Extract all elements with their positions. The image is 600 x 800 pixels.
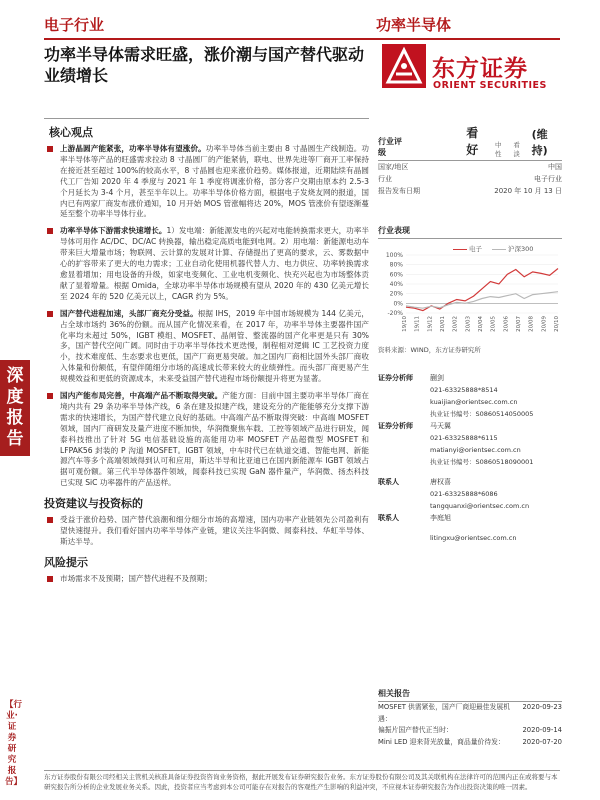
rating-maintain: (维持) — [531, 128, 548, 157]
x-tick-label: 20/03 — [465, 316, 472, 332]
analyst-phone: 021-63325888*6115 — [430, 434, 498, 442]
y-tick-label: 60% — [389, 271, 403, 279]
x-tick-label: 19/10 — [402, 316, 408, 332]
analyst-phone: 021-63325888*8514 — [430, 386, 498, 394]
related-report-date: 2020-07-20 — [522, 737, 562, 746]
info-key: 报告发布日期 — [378, 187, 420, 195]
header-divider — [44, 38, 560, 40]
analyst-row — [378, 372, 562, 384]
bullet-head: 国内产能布局完善，中高端产品不断取得突破。 — [60, 391, 223, 401]
info-value: 电子行业 — [534, 175, 562, 183]
invest-bullet — [44, 515, 369, 548]
core-views-title: 核心观点 — [49, 126, 93, 139]
right-column — [378, 124, 562, 544]
related-report-title: 偏振片国产替代正当时： — [378, 726, 453, 734]
contact-email[interactable]: tangquanxi@orientsec.com.cn — [430, 502, 530, 510]
bullet-body: 功率半导体当前主要由 8 寸晶圆生产线制造。功率半导体等产品的旺盛需求拉动 8 寸晶圆厂的产能紧俏，联电、世界先进等厂商开工率保持在接近甚至超过 100%的较高水平，8 寸晶圆也迎来涨价趋势。媒体报道，近期陆续有晶圆代工厂告知 2020 年 4 季度与 2021 年 1 季度将调涨价格，部分客户交期由原本约 2.5-3 个月延长为 3-4 个月，甚至半年以上。功率半导体价格方面，根据电子发烧友网的报道，国内已有两家厂商发布涨价通知，10 月开始 MOS 管涨幅将达 20%，MOS 管涨价有望逐渐蔓延至整个功率半导体行业。 — [60, 144, 369, 219]
x-tick-label: 20/04 — [478, 316, 484, 332]
x-tick-label: 20/01 — [440, 316, 446, 332]
core-bullet — [44, 144, 369, 220]
y-tick-label: 20% — [389, 290, 403, 298]
legend-item-hs300 — [492, 244, 533, 253]
rating-label: 行业评级 — [378, 137, 402, 157]
legend-label: 电子 — [469, 245, 482, 253]
x-tick-label: 20/08 — [528, 316, 535, 332]
invest-title: 投资建议与投资标的 — [44, 497, 143, 511]
contact-role: 联系人 — [378, 478, 399, 486]
analyst-name: 蒯剑 — [430, 374, 444, 382]
core-bullet — [44, 226, 369, 302]
logo-name: 东方证券 — [432, 56, 528, 82]
rating-neutral: 中性 — [495, 141, 502, 158]
x-tick-label: 20/09 — [541, 316, 548, 332]
contact-email[interactable]: litingxu@orientsec.com.cn — [430, 534, 517, 542]
series-line-electronics — [406, 269, 558, 311]
related-reports-title: 相关报告 — [378, 688, 562, 702]
bullet-marker — [47, 311, 53, 317]
y-tick-label: 40% — [389, 281, 403, 288]
related-report-item[interactable] — [378, 702, 562, 725]
analyst-license: 执业证书编号：S0860518090001 — [430, 458, 534, 466]
analyst-email[interactable]: kuaijian@orientsec.com.cn — [430, 398, 518, 406]
chart-svg — [378, 243, 562, 343]
report-type-label: 深度报告 — [6, 366, 24, 449]
y-tick-label: 80% — [389, 261, 403, 269]
series-line-hs300 — [406, 292, 558, 309]
bullet-head: 国产替代进程加速，头部厂商充分受益。 — [60, 308, 198, 318]
y-tick-label: 0% — [393, 300, 403, 308]
contact-name: 李庭旭 — [430, 514, 451, 522]
related-report-title: Mini LED 迎来背光放量，商品量价待发： — [378, 737, 505, 746]
analyst-email[interactable]: matianyi@orientsec.com.cn — [430, 446, 521, 454]
analyst-role: 证券分析师 — [378, 374, 413, 382]
rating-row — [378, 124, 562, 161]
rating-bearish: 看淡 — [513, 141, 520, 158]
report-category-note: 【行业·证券研究报告】 — [5, 700, 23, 787]
contact-role: 联系人 — [378, 514, 399, 522]
contact-phone: 021-63325888*6086 — [430, 490, 498, 498]
info-row — [378, 173, 562, 185]
report-title: 功率半导体需求旺盛，涨价潮与国产替代驱动业绩增长 — [44, 45, 365, 85]
legend-item-electronics — [453, 244, 482, 253]
info-value: 2020 年 10 月 13 日 — [494, 187, 562, 195]
related-reports-list — [378, 702, 562, 748]
analyst-block — [378, 372, 562, 544]
core-bullet — [44, 309, 369, 385]
related-report-item[interactable] — [378, 737, 562, 749]
risk-bullet — [44, 574, 369, 585]
y-tick-label: -20% — [387, 310, 403, 317]
info-key: 国家/地区 — [378, 163, 409, 171]
performance-title: 行业表现 — [378, 225, 562, 239]
main-column — [44, 124, 369, 585]
performance-chart — [378, 243, 562, 343]
related-report-date: 2020-09-23 — [522, 703, 562, 711]
info-key: 行业 — [378, 175, 392, 183]
related-report-title: MOSFET 供需紧张，国产厂商迎最佳发展机遇： — [378, 703, 510, 723]
footer-divider — [44, 770, 560, 771]
chart-source: 资料来源：WIND，东方证券研究所 — [378, 346, 481, 354]
bullet-body: 产能方面：目前中国主要功率半导体厂商在境内共有 29 条功率半导体产线，6 条在建及拟建产线，建设充分的产能能够充分支撑下游需求的快速增长，为国产替代建立良好的基础。中高端产品不断取得突破：中高端 MOSFET 领域，国内厂商研发及量产进度不断加快，华润微聚焦车载、工控等领域产品进行研发，闻泰科技推出了针对 5G 电信基础设施的高能用功率 MOSFET 产品超微型 MOSFET 和 LFPAK56 封装的 P 沟道 MOSFET。IGBT 领域，中车时代已在轨道交通、智能电网、新能源汽车等多个高端领域得到认可和应用，斯达半导和比亚迪已在国内新能源车 IGBT 领域占据可观份额。第三代半导体器件领域，闻泰科技已实现 GaN 器件量产，华润微、扬杰科技已实现 SiC 功率器件的产品送样。 — [60, 391, 369, 488]
footer-disclaimer: 东方证券股份有限公司经相关主管机关核准具备证券投资咨询业务资格，据此开展发布证券研究报告业务。东方证券股份有限公司及其关联机构在法律许可的范围内正在或将要与本研究报告所分析的企业发展业务关系。因此，投资者应当考虑到本公司可能存在对报告的客观性产生影响的利益冲突，不应视本证券研究报告为作出投资决策的唯一因素。 — [44, 773, 558, 791]
x-tick-label: 20/10 — [554, 316, 560, 332]
analyst-row — [378, 420, 562, 432]
x-tick-label: 20/06 — [503, 316, 510, 332]
contact-name: 唐权喜 — [430, 478, 451, 486]
bullet-marker — [47, 228, 53, 234]
bullet-marker — [47, 576, 53, 582]
x-tick-label: 19/12 — [427, 316, 434, 332]
sector-label: 功率半导体 — [376, 16, 452, 34]
info-value: 中国 — [548, 163, 562, 171]
risk-body: 市场需求不及预期；国产替代进程不及预期； — [60, 573, 212, 583]
related-report-item[interactable] — [378, 725, 562, 737]
orient-logo-icon — [382, 44, 426, 88]
x-tick-label: 20/02 — [452, 316, 459, 332]
bullet-body: 1）发电端：新能源发电的兴起对电能转换需求更大，功率半导体可用作 AC/DC、DC/AC 转换器，输出稳定高质电能到电网。2）用电端：新能源电动车带来巨大增量市场；物联网、云计算的发展对计算、存储提出了更高的要求，云、雾数据中心的扩容带来了更大的电力需求；工业自动化使用机器代替人力、电力供应、功率转换需求愈显着增加；用电设备的升级，如家电变频化、工业电机变频化、快充兴起也为市场整体贡献了显着增量。根据 Omida，全球功率半导体市场规模有望从 2020 年的 430 亿美元增长至 2024 年的 520 亿美元以上，CAGR 约为 5%。 — [60, 226, 369, 301]
bullet-marker — [47, 146, 53, 152]
related-report-date: 2020-09-14 — [522, 726, 562, 734]
bullet-head: 功率半导体下游需求快速增长。 — [60, 226, 167, 236]
x-tick-label: 20/07 — [516, 316, 522, 332]
chart-legend — [453, 244, 533, 253]
logo-english: ORIENT SECURITIES — [433, 80, 547, 91]
info-row — [378, 185, 562, 197]
core-bullet — [44, 391, 369, 489]
analyst-name: 马天翼 — [430, 422, 451, 430]
invest-body: 受益于涨价趋势、国产替代浪潮和细分细分市场的高增速，国内功率产业链领先公司盈利有望快速提升。我们看好国内功率半导体产业链，建议关注华润微、闻泰科技、华虹半导体、斯达半导。 — [60, 515, 369, 546]
y-tick-label: 100% — [385, 252, 403, 259]
contact-row — [378, 476, 562, 488]
title-divider — [44, 118, 369, 119]
bullet-marker — [47, 517, 53, 523]
x-tick-label: 19/11 — [414, 316, 421, 332]
analyst-license: 执业证书编号：S0860514050005 — [430, 410, 534, 418]
x-tick-label: 20/05 — [490, 316, 497, 332]
contact-row — [378, 512, 562, 524]
analyst-role: 证券分析师 — [378, 422, 413, 430]
bullet-head: 上游晶圆产能紧张，功率半导体有望涨价。 — [60, 144, 206, 153]
bullet-body: 根据 IHS，2019 年中国市场规模为 144 亿美元，占全球市场约 36%的份额。而从国产化情况来看，在 2017 年，功率半导体主要器件国产化率均未超过 50%，IGBT 模组、MOSFET、晶闸管、整流器的国产化率更是只有 30%多，国产替代空间广阔。同时由于功率半导体技术更迭慢，制程相对逻辑 IC 工艺投资力度小，技术难度低、生态要求也更低，国产厂商更易突破。加之国内厂商相比国外头部厂商收入体量和份额低，有望伴随细分市场的高速成长带来较大的业绩弹性。而头部厂商更易产生规模效益和更低的资源成本，未来受益国产替代进程市场份额提升将更为显著。 — [60, 308, 369, 384]
industry-label: 电子行业 — [44, 16, 105, 34]
info-row — [378, 161, 562, 173]
risk-title: 风险提示 — [44, 555, 88, 569]
report-type-tab — [0, 360, 30, 456]
rating-value: 看好 — [466, 126, 479, 157]
bullet-marker — [47, 393, 53, 399]
legend-label: 沪深300 — [508, 245, 534, 253]
